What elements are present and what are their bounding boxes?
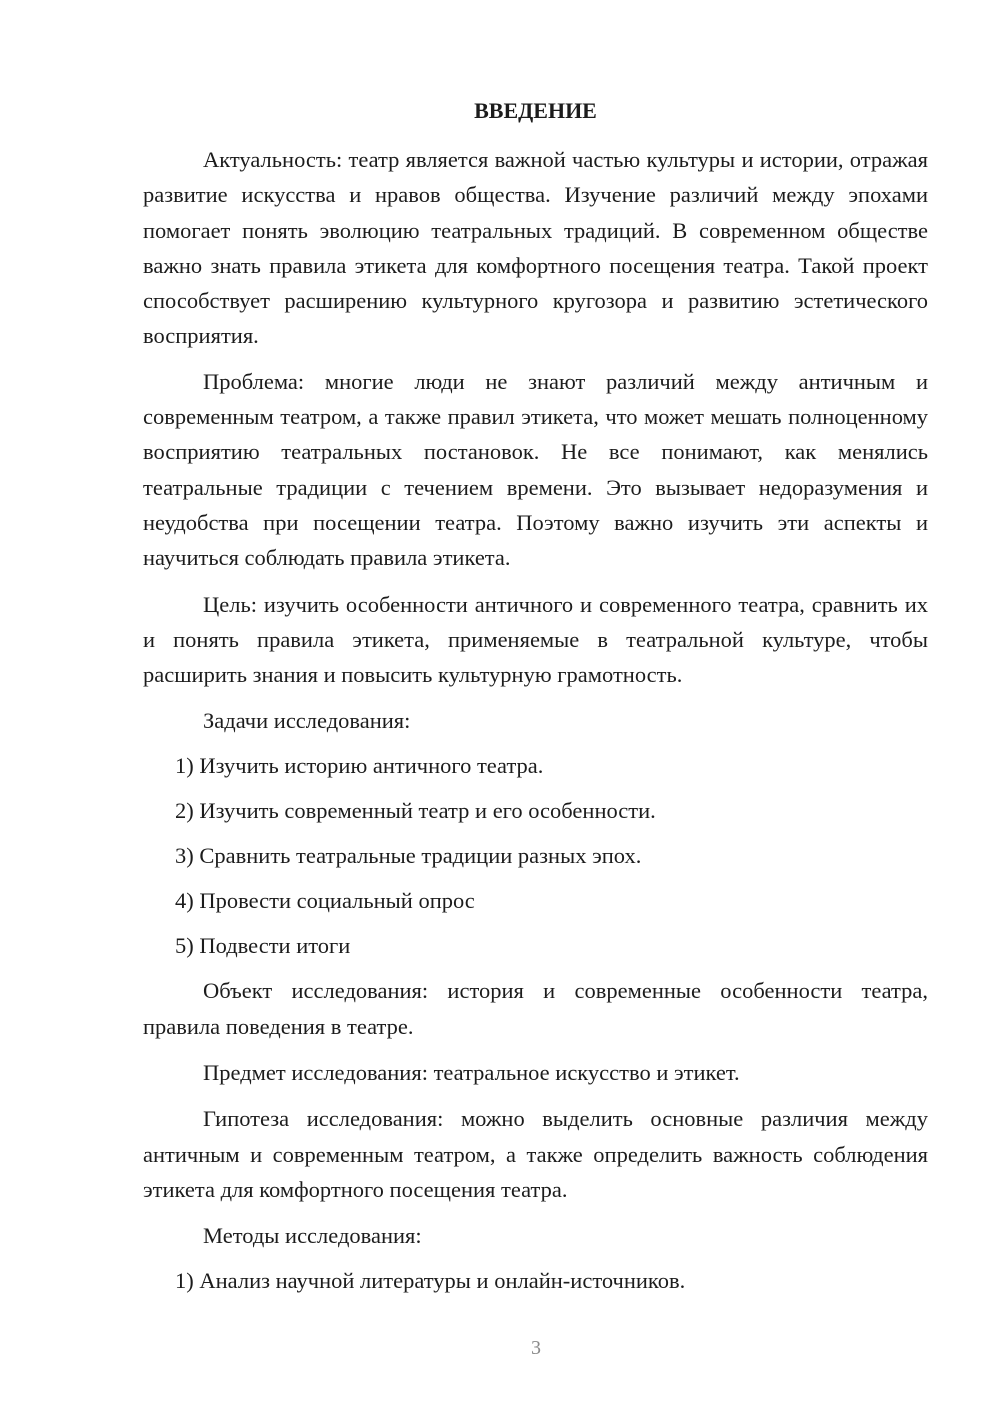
document-page xyxy=(143,96,928,1308)
section-title: ВВЕДЕНИЕ xyxy=(474,98,597,123)
subject-paragraph: Предмет исследования: театральное искусство и этикет. xyxy=(203,1060,740,1086)
tasks-list xyxy=(143,748,928,963)
method-item: 1) Анализ научной литературы и онлайн-источников. xyxy=(175,1268,686,1294)
object-paragraph: Объект исследования: история и современные особенности театра, правила поведения в театре. xyxy=(143,978,928,1039)
task-item: 5) Подвести итоги xyxy=(175,933,351,959)
goal-paragraph: Цель: изучить особенности античного и современного театра, сравнить их и понять правила этикета, применяемые в театральной культуре, чтобы расширить знания и повысить культурную грамотность. xyxy=(143,591,928,688)
task-item: 2) Изучить современный театр и его особенности. xyxy=(175,798,656,824)
problem-paragraph: Проблема: многие люди не знают различий между античным и современным театром, а также правил этикета, что может мешать полноценному восприятию театральных постановок. Не все понимают, как менялись театральные традиции с течением времени. Это вызывает недоразумения и неудобства при посещении театра. Поэтому важно изучить эти аспекты и научиться соблюдать правила этикета. xyxy=(143,368,928,571)
hypothesis-paragraph: Гипотеза исследования: можно выделить основные различия между античным и современным театром, а также определить важность соблюдения этикета для комфортного посещения театра. xyxy=(143,1106,928,1202)
task-item: 3) Сравнить театральные традиции разных эпох. xyxy=(175,843,642,869)
page-number: 3 xyxy=(531,1337,541,1359)
methods-list xyxy=(143,1263,928,1298)
task-item: 4) Провести социальный опрос xyxy=(175,888,475,914)
methods-label: Методы исследования: xyxy=(203,1223,422,1249)
task-item: 1) Изучить историю античного театра. xyxy=(175,753,544,779)
relevance-paragraph: Актуальность: театр является важной частью культуры и истории, отражая развитие искусства и нравов общества. Изучение различий между эпохами помогает понять эволюцию театральных традиций. В современном обществе важно знать правила этикета для комфортного посещения театра. Такой проект способствует расширению культурного кругозора и развитию эстетического восприятия. xyxy=(143,147,928,349)
tasks-label: Задачи исследования: xyxy=(203,708,411,734)
